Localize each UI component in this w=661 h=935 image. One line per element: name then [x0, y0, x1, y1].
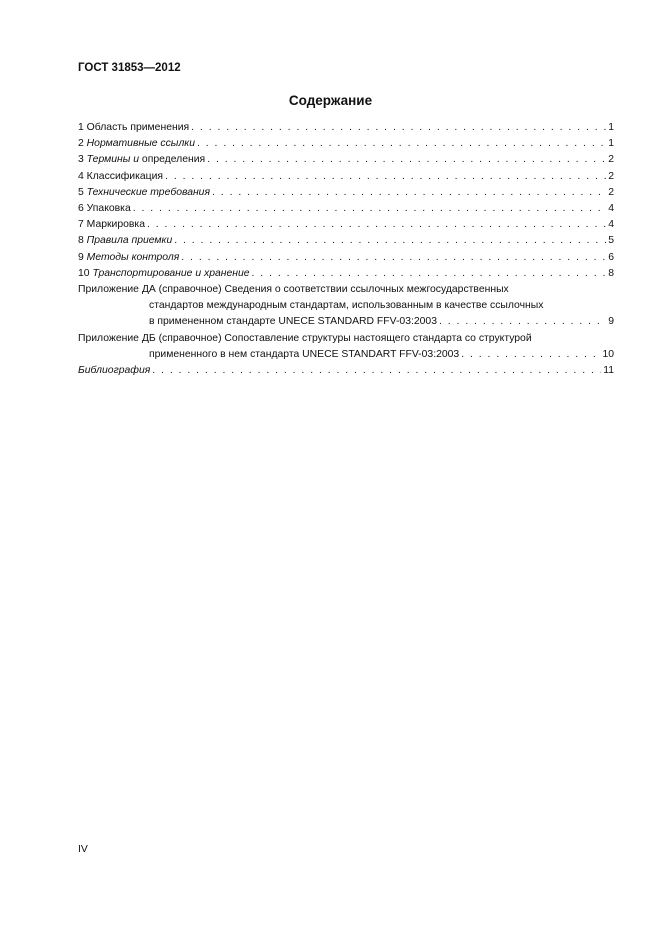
toc-entry-label: Библиография: [78, 365, 151, 377]
dot-leader: [197, 136, 606, 152]
toc-entry-1[interactable]: 1 Область применения . . . 1: [78, 120, 614, 136]
toc-entry-label: Транспортирование и хранение: [92, 267, 250, 279]
toc-entry-label: Нормативные ссылки: [86, 138, 195, 150]
toc-entry-label: Технические требования: [86, 186, 211, 198]
dot-leader: [439, 314, 606, 330]
dot-leader: [174, 233, 606, 249]
toc-entry-9[interactable]: 9 Методы контроля . . . 6: [78, 250, 614, 266]
toc-entry-3[interactable]: 3 Термины и определения . . . 2: [78, 152, 614, 168]
toc-entry-2[interactable]: 2 Нормативные ссылки . . . 1: [78, 136, 614, 152]
toc-page-number: 4: [608, 203, 614, 215]
toc-page-number: 2: [608, 170, 614, 182]
toc-entry-label: Упаковка: [86, 203, 131, 215]
annex-title: Приложение ДБ (справочное) Сопоставление структуры настоящего стандарта со структурой: [78, 332, 532, 344]
toc-entry-label: Область применения: [86, 122, 190, 133]
toc-entry-label-italic: Термины и: [86, 154, 140, 166]
toc-page-number: 1: [608, 122, 614, 133]
toc-entry-label: Маркировка: [86, 219, 145, 231]
toc-entry-label: Классификация: [86, 170, 164, 182]
toc-page-number: 9: [608, 316, 614, 328]
toc-entry-5[interactable]: 5 Технические требования . . . 2: [78, 185, 614, 201]
annex-title-last-line: в примененном стандарте UNECE STANDARD FFV-03:2003: [149, 316, 437, 328]
toc-entry-bibliography[interactable]: [78, 363, 614, 379]
toc-entry-6[interactable]: 6 Упаковка . . . 4: [78, 201, 614, 217]
toc-title: Содержание: [288, 93, 373, 108]
toc-entry-label: определения: [139, 154, 206, 166]
toc-page-number: 11: [603, 365, 614, 377]
annex-title: Приложение ДА (справочное) Сведения о соответствии ссылочных межгосударственных: [78, 284, 509, 296]
dot-leader: [252, 266, 607, 282]
toc-page-number: 10: [602, 348, 614, 360]
dot-leader: [207, 152, 606, 168]
toc-page-number: 5: [608, 235, 614, 247]
page-number: IV: [78, 844, 88, 855]
toc-page-number: 2: [608, 186, 614, 198]
table-of-contents: [78, 120, 614, 379]
dot-leader: [165, 169, 606, 185]
document-code: ГОСТ 31853—2012: [78, 62, 181, 74]
toc-page-number: 1: [608, 138, 614, 150]
toc-page-number: 2: [608, 154, 614, 166]
toc-page-number: 8: [608, 267, 614, 279]
toc-annex-db[interactable]: [78, 331, 614, 363]
toc-annex-da[interactable]: [78, 282, 614, 331]
annex-title-last-line: примененного в нем стандарта UNECE STANDART FFV-03:2003: [149, 348, 460, 360]
dot-leader: [212, 185, 606, 201]
annex-title-continuation: стандартов международным стандартам, использованным в качестве ссылочных: [149, 300, 544, 312]
dot-leader: [461, 347, 600, 363]
toc-entry-label: Методы контроля: [86, 251, 180, 263]
dot-leader: [152, 363, 601, 379]
toc-entry-10[interactable]: 10 Транспортирование и хранение . . . 8: [78, 266, 614, 282]
dot-leader: [147, 217, 606, 233]
toc-page-number: 6: [608, 251, 614, 263]
toc-entry-8[interactable]: 8 Правила приемки . . . 5: [78, 233, 614, 249]
dot-leader: [133, 201, 606, 217]
toc-entry-7[interactable]: 7 Маркировка . . . 4: [78, 217, 614, 233]
dot-leader: [191, 120, 606, 136]
dot-leader: [181, 250, 606, 266]
toc-entry-4[interactable]: 4 Классификация . . . 2: [78, 169, 614, 185]
toc-entry-label: Правила приемки: [86, 235, 173, 247]
toc-page-number: 4: [608, 219, 614, 231]
